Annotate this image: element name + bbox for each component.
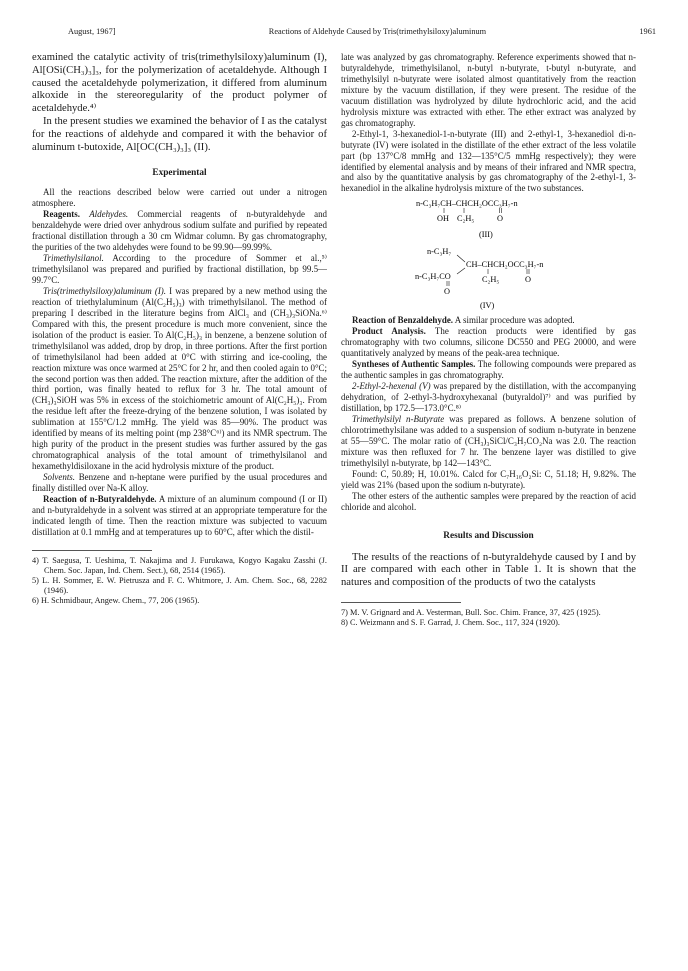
section-heading-results: Results and Discussion [443, 530, 534, 541]
formula-iii-label: (III) [479, 230, 493, 240]
tris-paragraph [32, 286, 327, 472]
intro-paragraph: examined the catalytic activity of tris(trimethylsiloxy)aluminum (I), Al[OSi(CH₃)₃]₃, for the polymerization of acetaldehyde. Although I caused the acetaldehyde polymerization, it differed from aluminum alkoxide in the stereoregularity of the product polymer of acetaldehyde.⁴⁾ [32, 52, 327, 115]
butyraldehyde-paragraph [32, 494, 327, 538]
syntheses-heading: Syntheses of Authentic Samples. [352, 359, 476, 370]
butyraldehyde-heading: Reaction of n-Butyraldehyde. [43, 494, 157, 505]
hexenal-paragraph [341, 381, 636, 414]
left-column [32, 52, 327, 606]
trimethylsilanol-paragraph [32, 253, 327, 286]
formula-iii-ethyl: C₂H₅ [457, 214, 475, 224]
section-heading-experimental: Experimental [152, 168, 207, 179]
reagents-heading: Reagents. [43, 209, 80, 220]
formula-iv-structure [341, 246, 636, 312]
product-analysis-heading: Product Analysis. [352, 326, 426, 337]
footnote-rule [32, 550, 152, 551]
footnote-5: 5) L. H. Sommer, E. W. Pietrusza and F. C. Whitmore, J. Am. Chem. Soc., 68, 2282 (1946). [32, 576, 327, 596]
product-analysis-paragraph [341, 326, 636, 359]
syntheses-paragraph [341, 359, 636, 381]
formula-iv-oxygen: O [525, 275, 531, 285]
formula-iv-bottom: n-C₃H₇CO [415, 272, 451, 282]
elemental-analysis-paragraph: Found: C, 50.89; H, 10.01%. Calcd for C₇H₁₆O₂Si: C, 51.18; H, 9.82%. The yield was 21% (based upon the sodium n-butyrate). [341, 468, 636, 490]
trimethylsilyl-butyrate-label: Trimethylsilyl n-Butyrate [352, 413, 445, 424]
formula-iv-middle: CH–CHCH₂OCC₃H₇-n [466, 260, 544, 270]
syntheses-text: The following compounds were prepared as the authentic samples in gas chromatography. [341, 359, 636, 381]
trimethylsilyl-butyrate-paragraph [341, 414, 636, 469]
header-title: Reactions of Aldehyde Caused by Tris(trimethylsiloxy)aluminum [268, 27, 487, 36]
product-analysis-text: The reaction products were identified by gas chromatography with two columns, silicone DC550 and PEG 20000, and were quantitatively analyzed by means of the peak-area technique. [341, 326, 636, 359]
right-column [341, 52, 636, 628]
solvents-label: Solvents. [43, 472, 76, 483]
formula-iii [341, 197, 636, 243]
trimethylsilanol-text: According to the procedure of Sommer et al.,⁵⁾ trimethylsilanol was prepared and purified by fractional distillation, bp 99.5—99.7°C. [32, 253, 327, 285]
other-esters-paragraph: The other esters of the authentic samples were prepared by the reaction of acid chloride and alcohol. [341, 490, 636, 512]
footnote-8: 8) C. Weizmann and S. F. Garrad, J. Chem. Soc., 117, 324 (1920). [341, 617, 560, 627]
formula-iii-structure [341, 197, 636, 243]
page-number: 1961 [639, 27, 656, 36]
footnote-4: 4) T. Saegusa, T. Ueshima, T. Nakajima and J. Furukawa, Kogyo Kagaku Zasshi (J. Chem. Soc. Japan, Ind. Chem. Sect.), 68, 2514 (1965). [32, 555, 327, 575]
formula-iv-top: n-C₃H₇ [427, 247, 452, 257]
trimethylsilyl-butyrate-text: was prepared as follows. A benzene solution of chlorotrimethylsilane was added to a suspension of sodium n-butyrate in benzene at 55—59°C. The molar ratio of (CH₃)₃SiCl/C₃H₇CO₂Na was 2.0. The reaction mixture was then refluxed for 7 hr. The benzene layer was distilled to give trimethylsilyl n-butyrate, bp 142—143°C. [341, 413, 636, 468]
tris-text: I was prepared by a new method using the reaction of triethylaluminum (Al(C₂H₅)₃) with trimethylsilanol. The method of preparing I described in the literature begins from AlCl₃ and (CH₃)₃SiONa.⁶⁾ Compared with this, the present procedure is much more convenient, since the isolation of the product is easier. To Al(C₂H₅)₃ in benzene, a benzene solution of trimethylsilanol was added, drop by drop, in three portions. After the first portion of trimethylsilanol had been added at 0°C with stirring and ice-cooling, the reaction mixture was once warmed at 25°C for 2 hr, and then cooled again to 0°C; the second portion was then added. The reaction mixture, after the addition of the third portion, was finally heated to reflux for 3 hr. The total amount of (CH₃)₃SiOH was 5% in excess of the stoichiometric amount of Al(C₂H₅)₃. From the residue left after the freeze-drying of the benzene solution, I was isolated by sublimation at 155°C/1.2 mmHg. The yield was 85—90%. The product was identified by means of its melting point (mp 238°C⁶⁾) and its NMR spectrum. The high purity of the product in the present studies was further assured by the gas chromatographical analysis of the total amount of trimethylsilanol and hexamethyldisiloxane in the acid hydrolysis mixture of the product. [32, 285, 327, 472]
butyraldehyde-text: A mixture of an aluminum compound (I or II) and n-butyraldehyde in a solvent was stirred at an appropriate temperature for the indicated length of time. Then the reaction mixture was subjected to vacuum distillation at 0.1 mmHg and at temperatures up to 60°C, after which the distil- [32, 494, 327, 537]
header-date: August, 1967] [68, 27, 116, 36]
compounds-paragraph: 2-Ethyl-1, 3-hexanediol-1-n-butyrate (III) and 2-ethyl-1, 3-hexanediol di-n-butyrate (IV) were isolated in the distillate of the ether extract of the less volatile part (bp 137°C/8 mmHg and 132—135°C/5 mmHg respectively); they were identified by elemental analysis and by means of their infrared and NMR spectra, and also by the quantitative analysis by gas chromatography of the 2-ethyl-1, 3-hexanediol in the alkaline hydrolysis mixture of the two substances. [341, 128, 636, 194]
hexenal-label: 2-Ethyl-2-hexenal (V) [352, 381, 431, 392]
results-paragraph: The results of the reactions of n-butyraldehyde caused by I and by II are compared with each other in Table 1. It is shown that the natures and composition of the products of two the catalysts [341, 551, 636, 589]
aldehydes-label: Aldehydes. [89, 209, 129, 220]
hexenal-text: was prepared by the distillation, with the accompanying dehydration, of 2-ethyl-3-hydroxyhexanal (butyraldol)⁷⁾ and was purified by distillation, bp 172.5—173.0°C.⁸⁾ [341, 381, 637, 414]
tris-label: Tris(trimethylsiloxy)aluminum (I). [43, 285, 167, 296]
formula-iv-ethyl: C₂H₅ [482, 275, 500, 285]
solvents-paragraph [32, 472, 327, 494]
aldehydes-text: Commercial reagents of n-butyraldehyde and benzaldehyde were dried over anhydrous sodium sulfate and purified by repeated fractional distillation through a 30 cm Widmar column. By gas chromatography, the purities of the two aldehydes were found to be 99.90—99.99%. [32, 209, 328, 253]
formula-iv-oxygen-2: O [444, 287, 450, 297]
benzaldehyde-paragraph [341, 315, 636, 326]
formula-iv-label: (IV) [480, 301, 495, 311]
intro-paragraph-2: In the present studies we examined the behavior of I as the catalyst for the reactions of aldehyde and compared it with the behavior of aluminum t-butoxide, Al[OC(CH₃)₃]₃ (II). [32, 115, 327, 153]
footnote-6: 6) H. Schmidbaur, Angew. Chem., 77, 206 (1965). [32, 596, 200, 606]
footnote-rule-right [341, 602, 461, 603]
benzaldehyde-heading: Reaction of Benzaldehyde. [352, 315, 454, 326]
reagents-paragraph [32, 209, 327, 253]
formula-iii-oh: OH [437, 214, 449, 224]
footnote-7: 7) M. V. Grignard and A. Vesterman, Bull. Soc. Chim. France, 37, 425 (1925). [341, 607, 601, 617]
formula-iii-main: n-C₃H₇CH–CHCH₂OCC₃H₇-n [416, 199, 518, 209]
formula-iv [341, 246, 636, 312]
distillate-paragraph: late was analyzed by gas chromatography. Reference experiments showed that n-butyraldehyde, trimethylsilanol, n-butyl n-butyrate, t-butyl n-butyrate, and trimethylsilyl n-butyrate were isolated almost quantitatively from the reaction mixture by the vacuum distillation, if they were present. The residue of the vacuum distillation was hydrolyzed by dilute hydrochloric acid, and the acid hydrolysis mixture was extracted with ether. The ether extract was analyzed by gas chromatography. [341, 52, 636, 128]
trimethylsilanol-label: Trimethylsilanol. [43, 253, 104, 264]
solvents-text: Benzene and n-heptane were purified by the usual procedures and finally distilled over Na-K alloy. [32, 472, 327, 494]
running-header [68, 27, 656, 41]
formula-iii-oxygen: O [497, 214, 503, 224]
benzaldehyde-text: A similar procedure was adopted. [454, 315, 575, 326]
nitrogen-paragraph: All the reactions described below were carried out under a nitrogen atmosphere. [32, 187, 327, 209]
